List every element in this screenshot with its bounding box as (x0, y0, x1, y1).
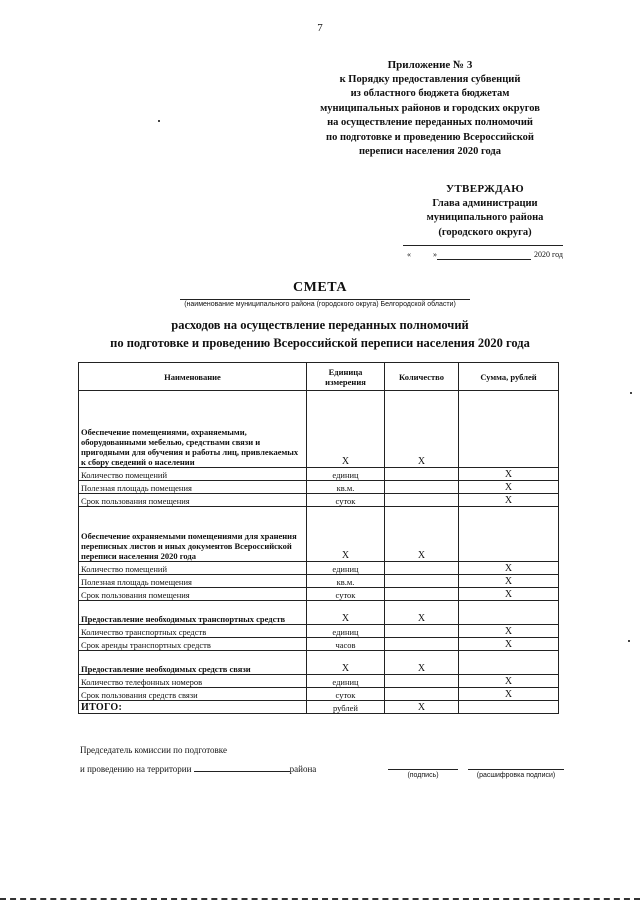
row-qty (385, 675, 459, 688)
section-qty: Х (385, 391, 459, 468)
row-qty (385, 481, 459, 494)
table-row (79, 588, 559, 601)
table-row (79, 675, 559, 688)
appendix-line: на осуществление переданных полномочий (327, 117, 533, 128)
territory-suffix: района (289, 764, 317, 774)
row-name: Срок аренды транспортных средств (79, 638, 307, 651)
appendix-title: Приложение № 3 (387, 59, 473, 71)
row-unit: единиц (307, 625, 385, 638)
section-row (79, 391, 559, 468)
row-sum: Х (459, 562, 559, 575)
page-bottom-edge (0, 898, 640, 900)
section-qty: Х (385, 651, 459, 675)
header-name: Наименование (79, 363, 307, 391)
row-name: Количество телефонных номеров (79, 675, 307, 688)
territory-blank (194, 762, 290, 772)
row-unit: суток (307, 588, 385, 601)
appendix-line: по подготовке и проведению Всероссийской (326, 131, 534, 143)
section-qty: Х (385, 601, 459, 625)
appendix-line: муниципальных районов и городских округов (320, 102, 540, 114)
footer-territory-line (80, 762, 316, 774)
row-sum: Х (459, 468, 559, 481)
section-sum (459, 601, 559, 625)
approver-signature-line (403, 245, 563, 246)
section-label: Обеспечение охраняемыми помещениями для хранения переписных листов и иных документов Всероссийской переписи населения 2020 года (79, 507, 307, 562)
row-sum: Х (459, 675, 559, 688)
section-sum (459, 651, 559, 675)
table-row (79, 575, 559, 588)
row-name: Полезная площадь помещения (79, 575, 307, 588)
scan-speck (158, 120, 160, 122)
municipality-caption: (наименование муниципального района (городского округа) Белгородской области) (184, 301, 456, 308)
section-unit: Х (307, 507, 385, 562)
row-unit: кв.м. (307, 481, 385, 494)
row-name: Количество транспортных средств (79, 625, 307, 638)
row-qty (385, 468, 459, 481)
row-qty (385, 638, 459, 651)
approve-heading: УТВЕРЖДАЮ (446, 183, 524, 195)
row-name: Срок пользования помещения (79, 494, 307, 507)
section-unit: Х (307, 601, 385, 625)
total-row (79, 701, 559, 714)
approve-line: муниципального района (426, 212, 544, 223)
table-row (79, 625, 559, 638)
table-row (79, 562, 559, 575)
row-name: Полезная площадь помещения (79, 481, 307, 494)
row-unit: часов (307, 638, 385, 651)
footer-chairman-line: Председатель комиссии по подготовке (80, 745, 227, 755)
row-name: Количество помещений (79, 562, 307, 575)
section-qty: Х (385, 507, 459, 562)
signature-caption: (подпись) (407, 772, 439, 779)
table-row (79, 688, 559, 701)
scan-speck (630, 392, 632, 394)
row-name: Срок пользования помещения (79, 588, 307, 601)
date-blank (437, 250, 531, 260)
row-unit: единиц (307, 562, 385, 575)
municipality-line (180, 299, 470, 300)
table-row (79, 468, 559, 481)
row-sum: Х (459, 625, 559, 638)
scan-speck (628, 640, 630, 642)
appendix-line: из областного бюджета бюджетам (350, 88, 510, 99)
approval-block (395, 182, 575, 240)
section-label: Предоставление необходимых средств связи (79, 651, 307, 675)
table-header-row (79, 363, 559, 391)
date-quote-close: » (433, 250, 437, 259)
section-sum (459, 507, 559, 562)
section-row (79, 651, 559, 675)
total-label: ИТОГО: (79, 701, 307, 714)
section-unit: Х (307, 651, 385, 675)
territory-prefix: и проведению на территории (80, 764, 192, 774)
table-row (79, 638, 559, 651)
row-qty (385, 588, 459, 601)
estimate-table (78, 362, 559, 714)
section-sum (459, 391, 559, 468)
signature-decode-caption: (расшифровка подписи) (476, 772, 556, 779)
section-row (79, 507, 559, 562)
subtitle-line-1: расходов на осуществление переданных полномочий (171, 318, 469, 332)
section-label: Обеспечение помещениями, охраняемыми, оборудованными мебелью, средствами связи и пригодными для обучения и работы лиц, привлекаемых к сбору сведений о населении (79, 391, 307, 468)
section-unit: Х (307, 391, 385, 468)
row-qty (385, 688, 459, 701)
approve-line: (городского округа) (438, 226, 532, 238)
header-unit: Единица измерения (307, 363, 385, 391)
row-unit: единиц (307, 675, 385, 688)
approve-line: Глава администрации (432, 197, 538, 209)
appendix-block (300, 58, 560, 160)
signature-line (388, 769, 458, 770)
table-row (79, 494, 559, 507)
row-unit: суток (307, 688, 385, 701)
signature-decode-line (468, 769, 564, 770)
section-label: Предоставление необходимых транспортных средств (79, 601, 307, 625)
row-unit: единиц (307, 468, 385, 481)
row-sum: Х (459, 688, 559, 701)
row-qty (385, 494, 459, 507)
row-qty (385, 562, 459, 575)
date-quote-open: « (407, 250, 411, 259)
row-sum: Х (459, 638, 559, 651)
total-qty: Х (385, 701, 459, 714)
row-name: Количество помещений (79, 468, 307, 481)
row-unit: кв.м. (307, 575, 385, 588)
appendix-line: переписи населения 2020 года (359, 146, 501, 157)
date-year: 2020 год (534, 250, 563, 259)
row-sum: Х (459, 575, 559, 588)
row-qty (385, 625, 459, 638)
section-row (79, 601, 559, 625)
row-sum: Х (459, 588, 559, 601)
header-sum: Сумма, рублей (459, 363, 559, 391)
appendix-line: к Порядку предоставления субвенций (339, 73, 521, 85)
row-sum: Х (459, 494, 559, 507)
document-title: СМЕТА (293, 280, 347, 295)
header-qty: Количество (385, 363, 459, 391)
page-number: 7 (317, 22, 323, 34)
total-unit: рублей (307, 701, 385, 714)
row-unit: суток (307, 494, 385, 507)
total-sum (459, 701, 559, 714)
row-sum: Х (459, 481, 559, 494)
subtitle-line-2: по подготовке и проведению Всероссийской переписи населения 2020 года (110, 336, 530, 350)
row-name: Срок пользования средств связи (79, 688, 307, 701)
table-row (79, 481, 559, 494)
row-qty (385, 575, 459, 588)
